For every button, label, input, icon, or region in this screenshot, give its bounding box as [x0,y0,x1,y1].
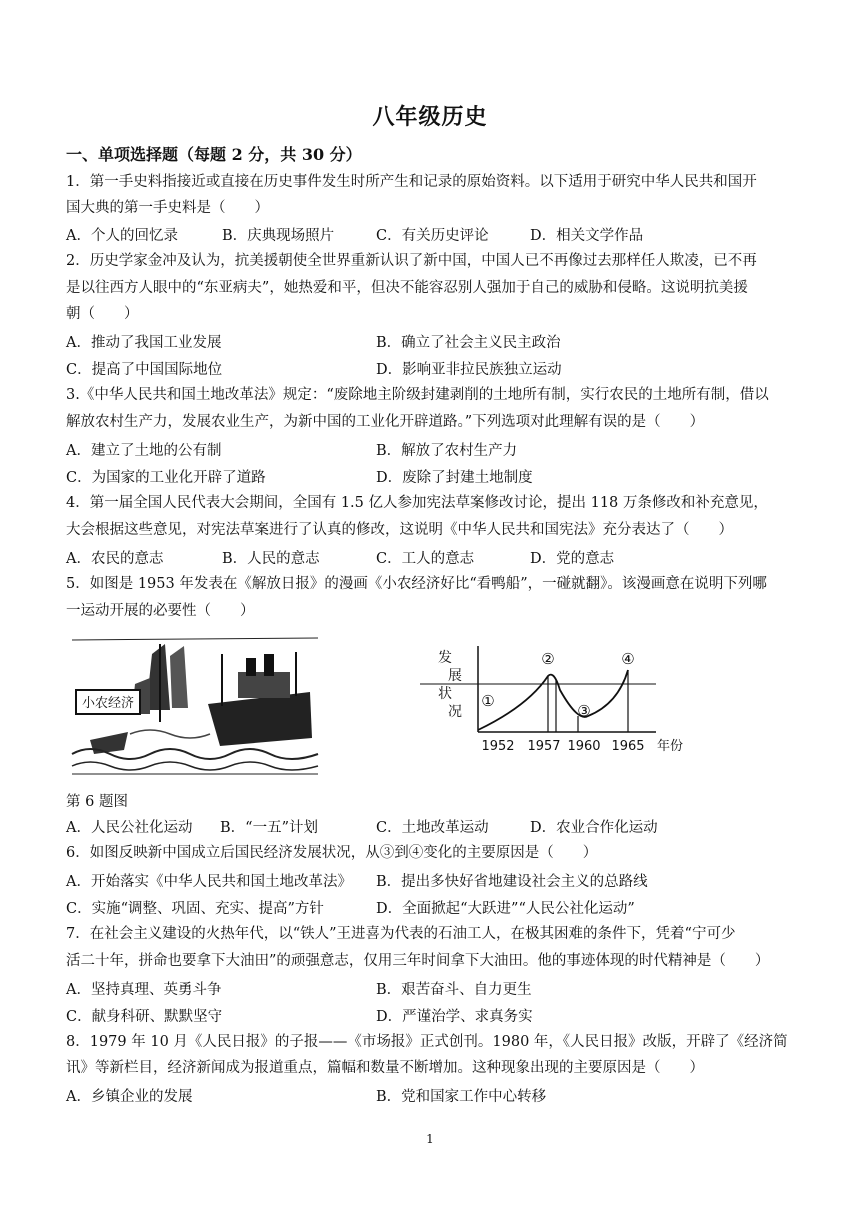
development-curve [478,670,628,730]
q2-stem-line2: 是以往西方人眼中的“东亚病夫”，她热爱和平，但决不能容忍别人强加于自己的威胁和侵略。这说明抗美援 [66,280,748,296]
q8-option-a: A．乡镇企业的发展 [66,1089,193,1105]
q2-stem-line1: 2．历史学家金冲及认为，抗美援朝使全世界重新认识了新中国，中国人已不再像过去那样任人欺凌，已不再 [66,253,757,269]
page-title: 八年级历史 [372,104,488,130]
q5-option-d: D．农业合作化运动 [530,820,658,836]
q6-option-b: B．提出多快好省地建设社会主义的总路线 [376,874,648,890]
q6-option-d: D．全面掀起“大跃进”“人民公社化运动” [376,901,635,917]
q1-option-a: A．个人的回忆录 [66,228,178,244]
q7-option-c: C．献身科研、默默坚守 [66,1009,223,1025]
q1-stem-line1: 1．第一手史料指接近或直接在历史事件发生时所产生和记录的原始资料。以下适用于研究中华人民共和国开 [66,174,757,190]
x-tick-label: 1952 [481,739,515,754]
q1-option-b: B．庆典现场照片 [222,228,335,244]
q7-stem-line2: 活二十年，拼命也要拿下大油田”的顽强意志，仅用三年时间拿下大油田。他的事迹体现的时代精神是（ ） [66,953,770,969]
q5-option-a: A．人民公社化运动 [66,820,193,836]
q4-option-a: A．农民的意志 [66,551,164,567]
q6-option-c: C．实施“调整、巩固、充实、提高”方针 [66,901,324,917]
chart-marker: ① [481,692,495,710]
q3-option-a: A．建立了土地的公有制 [66,443,222,459]
q2-stem-line3: 朝（ ） [66,306,139,322]
cartoon-label: 小农经济 [81,696,135,711]
q8-stem-line1: 8．1979 年 10 月《人民日报》的子报——《市场报》正式创刊。1980 年，《人民日报》改版，开辟了《经济简 [66,1034,788,1050]
q4-option-b: B．人民的意志 [222,551,320,567]
y-axis-label-char: 发 [438,650,452,666]
cartoon-image [70,634,320,776]
development-chart [420,640,690,760]
q4-option-c: C．工人的意志 [376,551,475,567]
q4-stem-line1: 4．第一届全国人民代表大会期间，全国有 1.5 亿人参加宪法草案修改讨论，提出 118 万条修改和补充意见， [66,495,768,511]
q2-option-c: C．提高了中国国际地位 [66,362,223,378]
q2-option-b: B．确立了社会主义民主政治 [376,335,561,351]
q8-stem-line2: 讯》等新栏目，经济新闻成为报道重点，篇幅和数量不断增加。这种现象出现的主要原因是（ ） [66,1060,704,1076]
q4-stem-line2: 大会根据这些意见，对宪法草案进行了认真的修改，这说明《中华人民共和国宪法》充分表达了（ ） [66,522,733,538]
chart-marker: ② [541,650,555,668]
q3-option-b: B．解放了农村生产力 [376,443,518,459]
chart-marker: ④ [621,650,635,668]
y-axis-label-char: 况 [448,704,462,720]
y-axis-label-char: 展 [448,668,462,684]
q4-option-d: D．党的意志 [530,551,615,567]
q5-stem-line1: 5．如图是 1953 年发表在《解放日报》的漫画《小农经济好比“看鸭船”，一碰就翻》。该漫画意在说明下列哪 [66,576,767,592]
q3-stem-line2: 解放农村生产力，发展农业生产，为新中国的工业化开辟道路。”下列选项对此理解有误的是（ ） [66,414,705,430]
q8-option-b: B．党和国家工作中心转移 [376,1089,547,1105]
y-axis-label-char: 状 [438,686,452,702]
page-number: 1 [426,1132,434,1146]
q7-stem-line1: 7．在社会主义建设的火热年代，以“铁人”王进喜为代表的石油工人，在极其困难的条件下，凭着“宁可少 [66,926,736,942]
q3-option-d: D．废除了封建土地制度 [376,470,533,486]
figure-caption: 第 6 题图 [66,794,128,810]
q5-stem-line2: 一运动开展的必要性（ ） [66,603,255,619]
x-axis-unit: 年份 [656,739,684,754]
q2-option-a: A．推动了我国工业发展 [66,335,222,351]
q1-option-c: C．有关历史评论 [376,228,489,244]
chart-marker: ③ [577,702,591,720]
q5-option-c: C．土地改革运动 [376,820,489,836]
q6-option-a: A．开始落实《中华人民共和国土地改革法》 [66,874,352,890]
q1-stem-line2: 国大典的第一手史料是（ ） [66,200,269,216]
q7-option-a: A．坚持真理、英勇斗争 [66,982,222,998]
x-tick-label: 1960 [567,739,601,754]
q3-option-c: C．为国家的工业化开辟了道路 [66,470,266,486]
q2-option-d: D．影响亚非拉民族独立运动 [376,362,562,378]
x-tick-label: 1965 [611,739,645,754]
section-heading: 一、单项选择题（每题 2 分，共 30 分） [66,145,362,164]
q1-option-d: D．相关文学作品 [530,228,644,244]
q6-stem-line1: 6．如图反映新中国成立后国民经济发展状况，从③到④变化的主要原因是（ ） [66,845,598,861]
q3-stem-line1: 3.《中华人民共和国土地改革法》规定：“废除地主阶级封建剥削的土地所有制，实行农民的土地所有制，借以 [66,387,769,403]
q7-option-d: D．严谨治学、求真务实 [376,1009,533,1025]
q5-option-b: B．“一五”计划 [220,820,318,836]
x-tick-label: 1957 [527,739,561,754]
q7-option-b: B．艰苦奋斗、自力更生 [376,982,532,998]
